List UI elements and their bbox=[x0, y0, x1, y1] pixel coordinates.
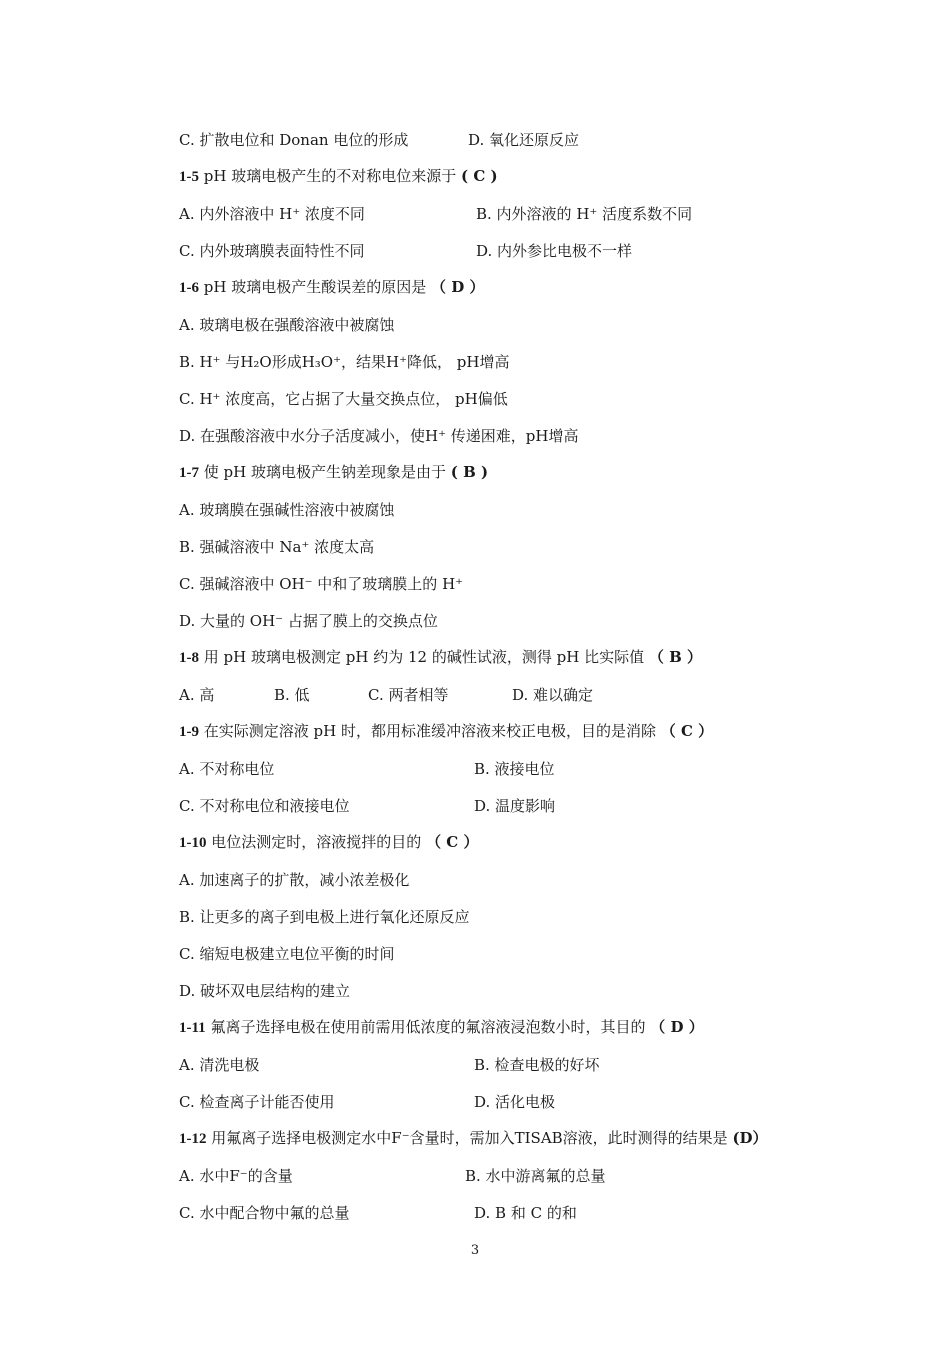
option-8a: A. 高 bbox=[179, 686, 215, 704]
option-12a: A. 水中F⁻的含量 bbox=[179, 1167, 293, 1185]
option-7c: C. 强碱溶液中 OH⁻ 中和了玻璃膜上的 H⁺ bbox=[179, 575, 464, 593]
answer: （ C ） bbox=[660, 722, 714, 740]
option-8d: D. 难以确定 bbox=[512, 686, 594, 704]
option-5b: B. 内外溶液的 H⁺ 活度系数不同 bbox=[476, 205, 693, 223]
option-9c: C. 不对称电位和液接电位 bbox=[179, 797, 350, 815]
option-4c: C. 扩散电位和 Donan 电位的形成 bbox=[179, 131, 409, 149]
option-6b: B. H⁺ 与H₂O形成H₃O⁺，结果H⁺降低， pH增高 bbox=[179, 353, 510, 371]
option-5c: C. 内外玻璃膜表面特性不同 bbox=[179, 242, 365, 260]
answer: ( B ) bbox=[450, 463, 489, 481]
question-text: 电位法测定时，溶液搅拌的目的 bbox=[211, 833, 422, 851]
option-4d: D. 氧化还原反应 bbox=[468, 131, 580, 149]
option-6a: A. 玻璃电极在强酸溶液中被腐蚀 bbox=[179, 316, 395, 334]
answer: （ D ） bbox=[650, 1018, 704, 1036]
option-11d: D. 活化电极 bbox=[474, 1093, 556, 1111]
answer: （ C ） bbox=[426, 833, 479, 851]
option-11a: A. 清洗电极 bbox=[179, 1056, 260, 1074]
question-text: 使 pH 玻璃电极产生钠差现象是由于 bbox=[203, 463, 447, 481]
option-5a: A. 内外溶液中 H⁺ 浓度不同 bbox=[179, 205, 365, 223]
option-7d: D. 大量的 OH⁻ 占据了膜上的交换点位 bbox=[179, 612, 438, 630]
page-number: 3 bbox=[470, 1243, 480, 1258]
question-1-9 bbox=[179, 721, 713, 742]
question-number: 1-12 bbox=[179, 1131, 207, 1147]
answer: （ B ） bbox=[648, 648, 702, 666]
option-10d: D. 破坏双电层结构的建立 bbox=[179, 982, 351, 1000]
question-1-7 bbox=[179, 462, 488, 483]
question-number: 1-7 bbox=[179, 465, 199, 481]
option-10a: A. 加速离子的扩散，减小浓差极化 bbox=[179, 871, 410, 889]
option-10c: C. 缩短电极建立电位平衡的时间 bbox=[179, 945, 395, 963]
option-7a: A. 玻璃膜在强碱性溶液中被腐蚀 bbox=[179, 501, 395, 519]
option-8b: B. 低 bbox=[274, 686, 310, 704]
option-9a: A. 不对称电位 bbox=[179, 760, 275, 778]
question-number: 1-11 bbox=[179, 1020, 206, 1036]
question-number: 1-9 bbox=[179, 724, 199, 740]
option-11b: B. 检查电极的好坏 bbox=[474, 1056, 600, 1074]
option-6c: C. H⁺ 浓度高，它占据了大量交换点位， pH偏低 bbox=[179, 390, 508, 408]
answer: (D） bbox=[732, 1129, 768, 1147]
question-number: 1-10 bbox=[179, 835, 207, 851]
option-9d: D. 温度影响 bbox=[474, 797, 556, 815]
question-1-11 bbox=[179, 1017, 704, 1038]
option-9b: B. 液接电位 bbox=[474, 760, 555, 778]
question-text: 在实际测定溶液 pH 时，都用标准缓冲溶液来校正电极，目的是消除 bbox=[203, 722, 657, 740]
question-text: pH 玻璃电极产生的不对称电位来源于 bbox=[203, 167, 457, 185]
option-10b: B. 让更多的离子到电极上进行氧化还原反应 bbox=[179, 908, 470, 926]
question-text: pH 玻璃电极产生酸误差的原因是 bbox=[203, 278, 427, 296]
question-number: 1-6 bbox=[179, 280, 199, 296]
question-1-10 bbox=[179, 832, 478, 853]
question-text: 用 pH 玻璃电极测定 pH 约为 12 的碱性试液，测得 pH 比实际值 bbox=[203, 648, 645, 666]
question-1-6 bbox=[179, 277, 484, 298]
option-5d: D. 内外参比电极不一样 bbox=[476, 242, 633, 260]
option-12d: D. B 和 C 的和 bbox=[474, 1204, 577, 1222]
option-6d: D. 在强酸溶液中水分子活度减小，使H⁺ 传递困难，pH增高 bbox=[179, 427, 579, 445]
question-1-12 bbox=[179, 1128, 768, 1149]
question-number: 1-8 bbox=[179, 650, 199, 666]
answer: ( C ) bbox=[461, 167, 498, 185]
answer: （ D ） bbox=[431, 278, 485, 296]
question-1-5 bbox=[179, 166, 498, 187]
option-11c: C. 检查离子计能否使用 bbox=[179, 1093, 335, 1111]
question-1-8 bbox=[179, 647, 702, 668]
option-8c: C. 两者相等 bbox=[368, 686, 449, 704]
question-text: 用氟离子选择电极测定水中F⁻含量时，需加入TISAB溶液，此时测得的结果是 bbox=[211, 1129, 728, 1147]
question-number: 1-5 bbox=[179, 169, 199, 185]
question-text: 氟离子选择电极在使用前需用低浓度的氟溶液浸泡数小时，其目的 bbox=[210, 1018, 646, 1036]
option-12c: C. 水中配合物中氟的总量 bbox=[179, 1204, 350, 1222]
option-12b: B. 水中游离氟的总量 bbox=[465, 1167, 606, 1185]
option-7b: B. 强碱溶液中 Na⁺ 浓度太高 bbox=[179, 538, 375, 556]
